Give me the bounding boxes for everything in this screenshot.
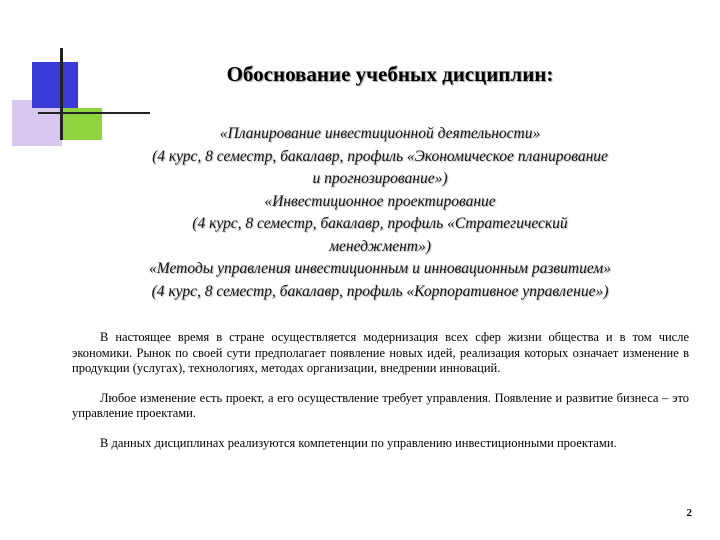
course-1-details-cont: и прогнозирование») <box>312 170 448 187</box>
decorative-horizontal-line <box>38 112 150 114</box>
course-3-details: (4 курс, 8 семестр, бакалавр, профиль «Корпоративное управление») <box>151 282 609 300</box>
course-1-title: «Планирование инвестиционной деятельности» <box>219 125 541 142</box>
page-number: 2 <box>686 507 692 519</box>
paragraph-modernization: В настоящее время в стране осуществляется модернизация всех сфер жизни общества и в том числе экономики. Рынок по своей сути предполагает появление новых идей, реализация которых означает изменение в продукции (услугах), технологиях, методах организации, внедрении инноваций. <box>72 330 689 375</box>
course-list <box>60 123 700 303</box>
course-2-details-cont: менеджмент») <box>329 237 431 255</box>
paragraph-project-management: Любое изменение есть проект, а его осуществление требует управления. Появление и развитие бизнеса – это управление проектами. <box>72 390 689 420</box>
decorative-blue-square <box>32 62 78 108</box>
course-3-title: «Методы управления инвестиционным и инновационным развитием» <box>149 260 611 277</box>
course-2-details: (4 курс, 8 семестр, бакалавр, профиль «Стратегический <box>192 215 568 232</box>
slide-title: Обоснование учебных дисциплин: <box>226 62 554 86</box>
course-1-details: (4 курс, 8 семестр, бакалавр, профиль «Экономическое планирование <box>152 147 608 165</box>
course-2-title: «Инвестиционное проектирование <box>264 192 496 210</box>
paragraph-competencies: В данных дисциплинах реализуются компетенции по управлению инвестиционными проектами. <box>100 435 617 450</box>
body-text <box>72 330 689 465</box>
